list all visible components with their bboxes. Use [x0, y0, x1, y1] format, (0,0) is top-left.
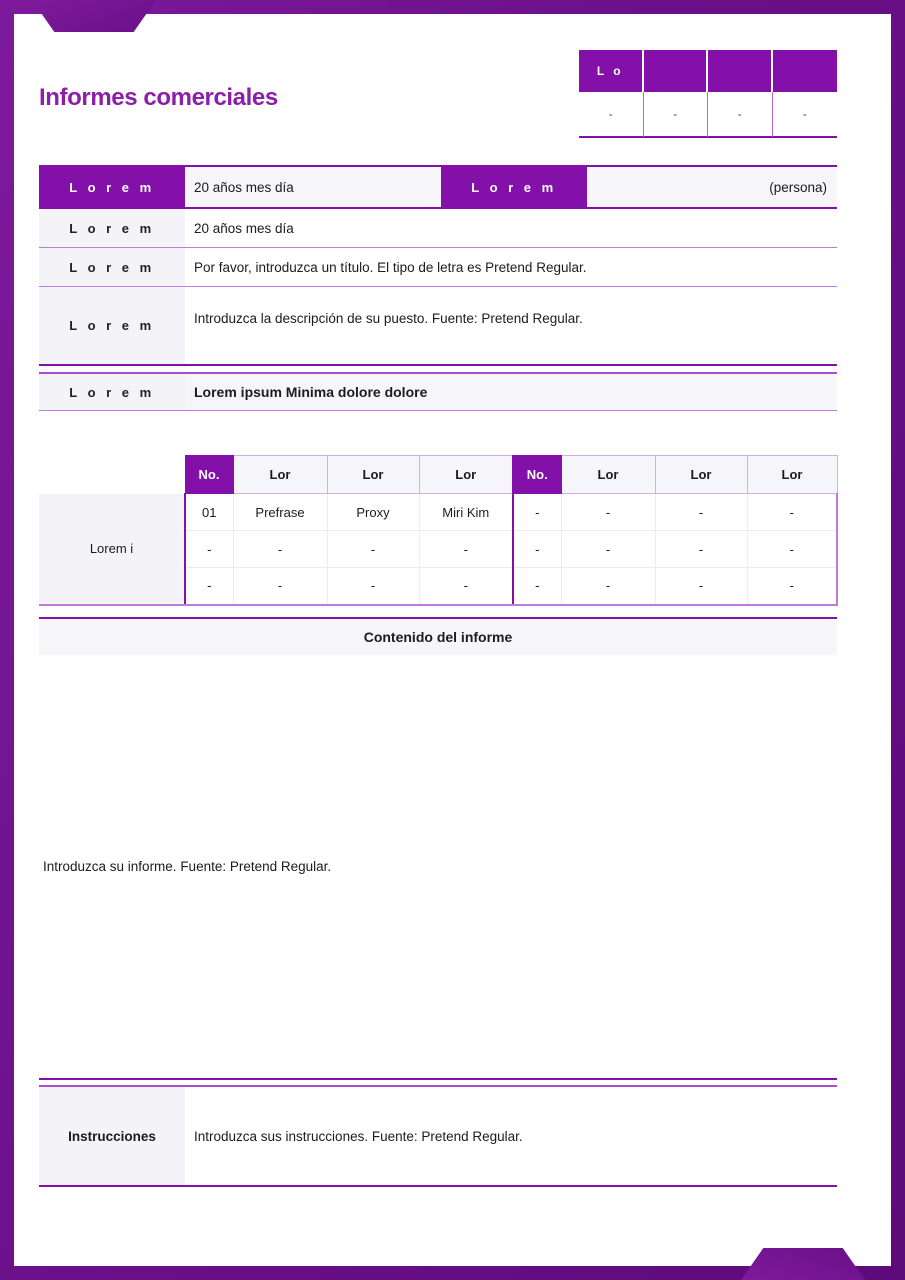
records-cell-r3c4[interactable]: - — [419, 568, 513, 605]
records-cell-r3c6[interactable]: - — [561, 568, 655, 605]
records-cell-r2c7[interactable]: - — [655, 531, 747, 568]
form-row-3-value[interactable]: Por favor, introduzca un título. El tipo de letra es Pretend Regular. — [185, 248, 837, 286]
summary-mini-table — [579, 50, 837, 138]
records-header-col-8: Lor — [747, 456, 837, 494]
form-row-3 — [39, 248, 837, 286]
records-cell-r1c3[interactable]: Proxy — [327, 494, 419, 531]
instructions-label: Instrucciones — [39, 1087, 185, 1185]
instructions-box — [39, 1087, 837, 1185]
mini-body-cell-4[interactable]: - — [773, 92, 838, 138]
form-row-4-value[interactable]: Introduzca la descripción de su puesto. Fuente: Pretend Regular. — [185, 287, 837, 364]
mini-header-cell-2 — [644, 50, 709, 92]
mini-header-cell-4 — [773, 50, 838, 92]
form-row-5 — [39, 374, 837, 410]
form-row-4-label: L o r e m — [39, 287, 185, 364]
records-header-no-2: No. — [513, 456, 561, 494]
form-row-2-value[interactable]: 20 años mes día — [185, 209, 837, 247]
records-cell-r1c2[interactable]: Prefrase — [233, 494, 327, 531]
instructions-value[interactable]: Introduzca sus instrucciones. Fuente: Pretend Regular. — [185, 1087, 837, 1185]
form-row-1-label: L o r e m — [39, 167, 185, 207]
form-row-4 — [39, 287, 837, 364]
records-cell-r3c3[interactable]: - — [327, 568, 419, 605]
form-row-2 — [39, 209, 837, 247]
records-cell-r3c2[interactable]: - — [233, 568, 327, 605]
records-cell-r2c2[interactable]: - — [233, 531, 327, 568]
records-cell-r2c5[interactable]: - — [513, 531, 561, 568]
data-table-section — [39, 455, 837, 606]
form-row-1 — [39, 167, 837, 207]
report-body-text[interactable]: Introduzca su informe. Fuente: Pretend Regular. — [43, 859, 332, 874]
form-row-1-value[interactable]: 20 años mes día — [185, 167, 441, 207]
records-header-col-2: Lor — [233, 456, 327, 494]
records-header-spacer — [39, 456, 185, 494]
records-header-col-7: Lor — [655, 456, 747, 494]
records-cell-r2c6[interactable]: - — [561, 531, 655, 568]
records-cell-r3c5[interactable]: - — [513, 568, 561, 605]
records-cell-r1c4[interactable]: Miri Kim — [419, 494, 513, 531]
form-row-1-value-2[interactable]: (persona) — [587, 167, 837, 207]
records-cell-r1c1[interactable]: 01 — [185, 494, 233, 531]
records-cell-r2c4[interactable]: - — [419, 531, 513, 568]
form-row-2-label: L o r e m — [39, 209, 185, 247]
mini-table-body-row — [579, 92, 837, 138]
mini-header-cell-3 — [708, 50, 773, 92]
content-column — [39, 0, 837, 1280]
mini-body-cell-3[interactable]: - — [708, 92, 773, 138]
mini-table-header-row — [579, 50, 837, 92]
records-cell-r2c8[interactable]: - — [747, 531, 837, 568]
table-row — [39, 494, 837, 531]
form-row-3-label: L o r e m — [39, 248, 185, 286]
mini-header-cell-1: L o — [579, 50, 644, 92]
form-row-5-value[interactable]: Lorem ipsum Minima dolore dolore — [185, 374, 837, 410]
form-row-5-label: L o r e m — [39, 374, 185, 410]
report-banner: Contenido del informe — [39, 617, 837, 655]
records-header-col-4: Lor — [419, 456, 513, 494]
records-cell-r1c8[interactable]: - — [747, 494, 837, 531]
page-title: Informes comerciales — [39, 84, 278, 111]
records-cell-r3c8[interactable]: - — [747, 568, 837, 605]
form-rule-6 — [39, 410, 837, 411]
records-table — [39, 455, 838, 606]
records-cell-r2c1[interactable]: - — [185, 531, 233, 568]
records-cell-r2c3[interactable]: - — [327, 531, 419, 568]
mini-body-cell-1[interactable]: - — [579, 92, 644, 138]
records-table-header-row — [39, 456, 837, 494]
records-header-col-3: Lor — [327, 456, 419, 494]
records-side-label: Lorem i — [39, 494, 185, 605]
records-header-no-1: No. — [185, 456, 233, 494]
records-cell-r3c7[interactable]: - — [655, 568, 747, 605]
records-cell-r1c5[interactable]: - — [513, 494, 561, 531]
records-cell-r3c1[interactable]: - — [185, 568, 233, 605]
instructions-section — [39, 1078, 837, 1187]
records-cell-r1c7[interactable]: - — [655, 494, 747, 531]
form-row-1-label-2: L o r e m — [441, 167, 587, 207]
records-header-col-6: Lor — [561, 456, 655, 494]
form-section — [39, 165, 837, 411]
report-section — [39, 617, 837, 655]
records-cell-r1c6[interactable]: - — [561, 494, 655, 531]
instructions-rule-bottom — [39, 1185, 837, 1187]
mini-body-cell-2[interactable]: - — [644, 92, 709, 138]
